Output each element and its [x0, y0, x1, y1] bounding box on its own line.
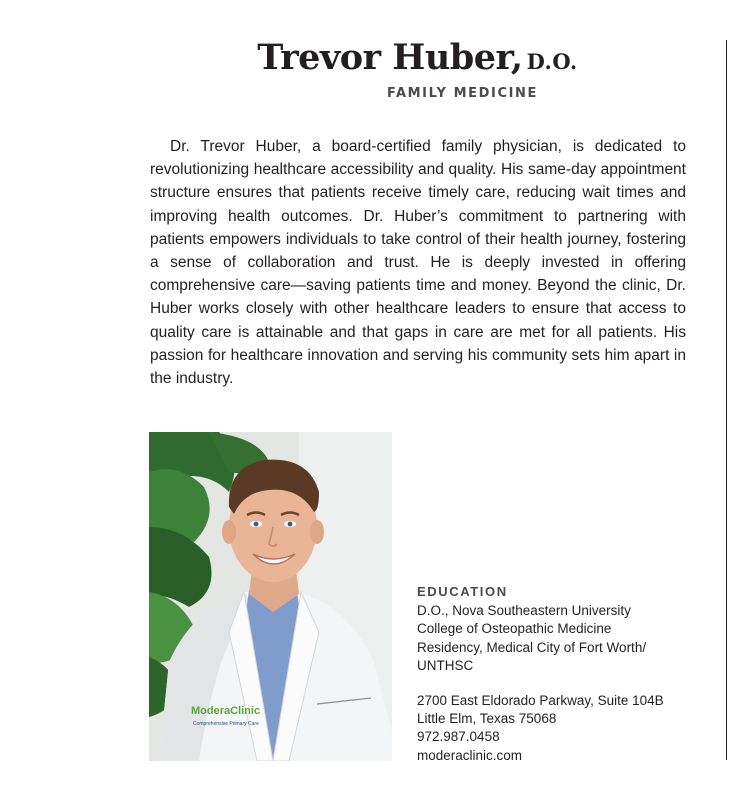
education-line: College of Osteopathic Medicine — [417, 621, 612, 637]
doctor-credential: D.O. — [526, 49, 578, 74]
bio-paragraph: Dr. Trevor Huber, a board-certified family physician, is dedicated to revolutionizing healthcare accessibility and quality. His same-day appointment structure ensures that patients receive timely care, reducing wait times and improving health outcomes. Dr. Huber’s commitment to partnering with patients empowers individuals to take control of their health journey, fostering a sense of collaboration and trust. He is deeply invested in offering comprehensive care—saving patients time and money. Beyond the clinic, Dr. Huber works closely with other healthcare leaders to ensure that access to quality care is attainable and that gaps in care are met for all patients. His passion for healthcare innovation and serving his community sets him apart in the industry. — [150, 138, 686, 388]
doctor-portrait — [149, 432, 392, 761]
page-title — [150, 36, 685, 84]
website-link: moderaclinic.com — [417, 747, 523, 763]
doctor-name: Trevor Huber, — [257, 37, 523, 78]
specialty-label: FAMILY MEDICINE — [386, 86, 538, 101]
coat-logo: ModeraClinic — [191, 705, 261, 717]
address-line-2: Little Elm, Texas 75068 — [417, 711, 557, 727]
phone-number: 972.987.0458 — [417, 729, 500, 745]
education-heading: EDUCATION — [417, 584, 508, 599]
portrait-illustration — [149, 432, 392, 761]
title-block — [150, 36, 685, 101]
education-line: UNTHSC — [417, 657, 474, 673]
education-line: Residency, Medical City of Fort Worth/ — [417, 639, 647, 655]
page-edge-rule — [726, 40, 727, 760]
coat-logo-subtitle: Comprehensive Primary Care — [193, 721, 259, 727]
address-line-1: 2700 East Eldorado Parkway, Suite 104B — [417, 693, 664, 709]
details-block — [417, 583, 717, 765]
education-line: D.O., Nova Southeastern University — [417, 603, 631, 619]
